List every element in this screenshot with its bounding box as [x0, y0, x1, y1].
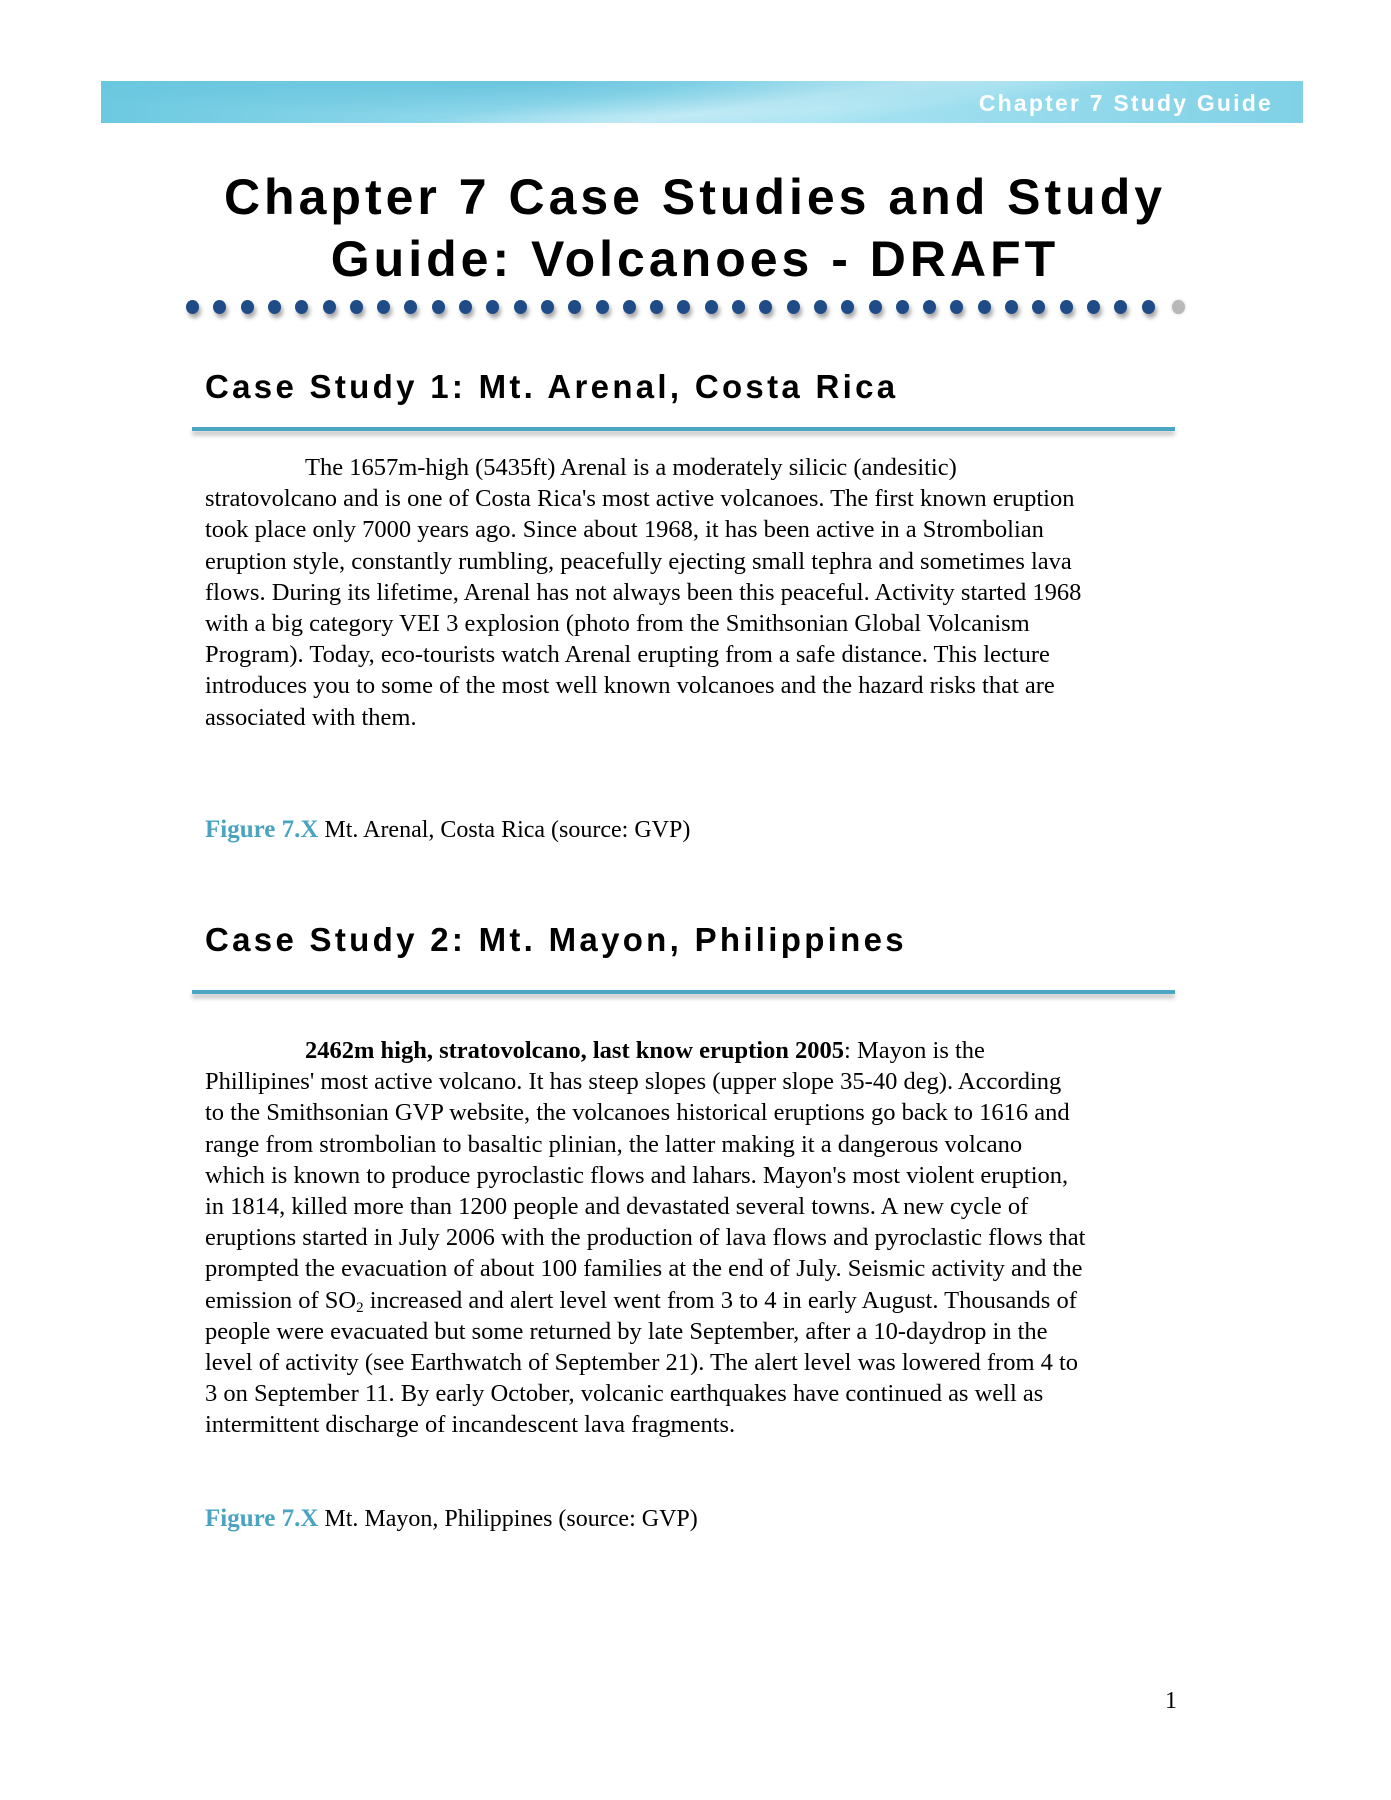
divider-dot	[1142, 300, 1155, 314]
paragraph-line: eruption style, constantly rumbling, peacefully ejecting small tephra and sometimes lava	[205, 547, 1072, 575]
paragraph-line	[205, 1285, 1205, 1316]
divider-dot	[541, 300, 554, 314]
divider-dot	[841, 300, 854, 314]
page-number: 1	[1165, 1688, 1177, 1714]
paragraph-line: with a big category VEI 3 explosion (photo from the Smithsonian Global Volcanism	[205, 610, 1030, 638]
paragraph-line: Program). Today, eco-tourists watch Arenal erupting from a safe distance. This lecture	[205, 641, 1050, 669]
divider-dot	[677, 300, 690, 314]
divider-dot	[596, 300, 609, 314]
so2-subscript: 2	[356, 1299, 364, 1316]
divider-dot	[1005, 300, 1018, 314]
header-banner	[101, 81, 1303, 123]
figure-caption-text: Mt. Arenal, Costa Rica (source: GVP)	[318, 817, 691, 843]
figure-label: Figure 7.X	[205, 1505, 319, 1532]
divider-dot	[1032, 300, 1045, 314]
divider-dot	[1060, 300, 1073, 314]
divider-dot	[350, 300, 363, 314]
document-title	[150, 166, 1240, 290]
paragraph-line: to the Smithsonian GVP website, the volcanoes historical eruptions go back to 1616 and	[205, 1099, 1070, 1127]
divider-dot	[377, 300, 390, 314]
divider-dot-fade	[1172, 300, 1185, 314]
divider-dot	[978, 300, 991, 314]
case-study-1-heading: Case Study 1: Mt. Arenal, Costa Rica	[205, 368, 899, 405]
paragraph-line: stratovolcano and is one of Costa Rica's most active volcanoes. The first known eruption	[205, 485, 1075, 513]
divider-dot	[295, 300, 308, 314]
divider-dot	[950, 300, 963, 314]
divider-dot	[1114, 300, 1127, 314]
paragraph-line: introduces you to some of the most well known volcanoes and the hazard risks that are	[205, 672, 1055, 700]
divider-dot	[787, 300, 800, 314]
divider-dot	[213, 300, 226, 314]
paragraph-line: in 1814, killed more than 1200 people and devastated several towns. A new cycle of	[205, 1193, 1029, 1221]
paragraph-line: level of activity (see Earthwatch of September 21). The alert level was lowered from 4 to	[205, 1349, 1079, 1377]
case-study-2-rule	[192, 990, 1175, 994]
divider-dot	[486, 300, 499, 314]
case-study-2-paragraph	[205, 1035, 1205, 1441]
divider-dot	[514, 300, 527, 314]
divider-dot	[705, 300, 718, 314]
paragraph-line	[205, 1035, 1205, 1066]
figure-caption-2	[205, 1505, 698, 1533]
paragraph-line: range from strombolian to basaltic plinian, the latter making it a dangerous volcano	[205, 1130, 1023, 1158]
case-study-2-heading: Case Study 2: Mt. Mayon, Philippines	[205, 921, 907, 958]
so2-suffix: increased and alert level went from 3 to 4 in early August. Thousands of	[363, 1286, 1077, 1314]
divider-dot	[268, 300, 281, 314]
divider-dot	[623, 300, 636, 314]
divider-dot	[432, 300, 445, 314]
divider-dot	[814, 300, 827, 314]
divider-dot	[323, 300, 336, 314]
paragraph-line: associated with them.	[205, 703, 417, 731]
paragraph-line: flows. During its lifetime, Arenal has not always been this peaceful. Activity started 1968	[205, 578, 1082, 606]
case-study-1-rule	[192, 427, 1175, 431]
case-study-1-paragraph	[205, 452, 1205, 733]
divider-dot	[732, 300, 745, 314]
paragraph-line: eruptions started in July 2006 with the production of lava flows and pyroclastic flows that	[205, 1224, 1086, 1252]
title-line-2: Guide: Volcanoes - DRAFT	[330, 231, 1060, 287]
banner-label: Chapter 7 Study Guide	[978, 90, 1273, 116]
paragraph-line: people were evacuated but some returned by late September, after a 10-daydrop in the	[205, 1317, 1048, 1345]
paragraph-line: Phillipines' most active volcano. It has steep slopes (upper slope 35-40 deg). According	[205, 1068, 1062, 1096]
lead-text: : Mayon is the	[844, 1037, 985, 1064]
paragraph-line: which is known to produce pyroclastic flows and lahars. Mayon's most violent eruption,	[205, 1161, 1069, 1189]
paragraph-line: took place only 7000 years ago. Since about 1968, it has been active in a Strombolian	[205, 516, 1044, 544]
divider-dot	[404, 300, 417, 314]
figure-label: Figure 7.X	[205, 816, 319, 843]
divider-dot	[923, 300, 936, 314]
so2-prefix: emission of SO	[205, 1286, 357, 1314]
paragraph-line: prompted the evacuation of about 100 families at the end of July. Seismic activity and the	[205, 1255, 1083, 1283]
divider-dot	[241, 300, 254, 314]
figure-caption-text: Mt. Mayon, Philippines (source: GVP)	[318, 1506, 698, 1532]
divider-dot	[1087, 300, 1100, 314]
paragraph-line: intermittent discharge of incandescent lava fragments.	[205, 1411, 736, 1439]
paragraph-line: 3 on September 11. By early October, volcanic earthquakes have continued as well as	[205, 1380, 1044, 1408]
title-line-1: Chapter 7 Case Studies and Study	[223, 169, 1167, 225]
paragraph-line: The 1657m-high (5435ft) Arenal is a moderately silicic (andesitic)	[305, 454, 957, 481]
lead-bold-text: 2462m high, stratovolcano, last know eruption 2005	[305, 1037, 845, 1064]
divider-dot	[568, 300, 581, 314]
divider-dot	[650, 300, 663, 314]
divider-dot	[869, 300, 882, 314]
divider-dot	[759, 300, 772, 314]
divider-dot	[186, 300, 199, 314]
divider-dot	[896, 300, 909, 314]
figure-caption-1	[205, 816, 690, 844]
divider-dot	[459, 300, 472, 314]
dotted-divider	[186, 300, 1196, 320]
